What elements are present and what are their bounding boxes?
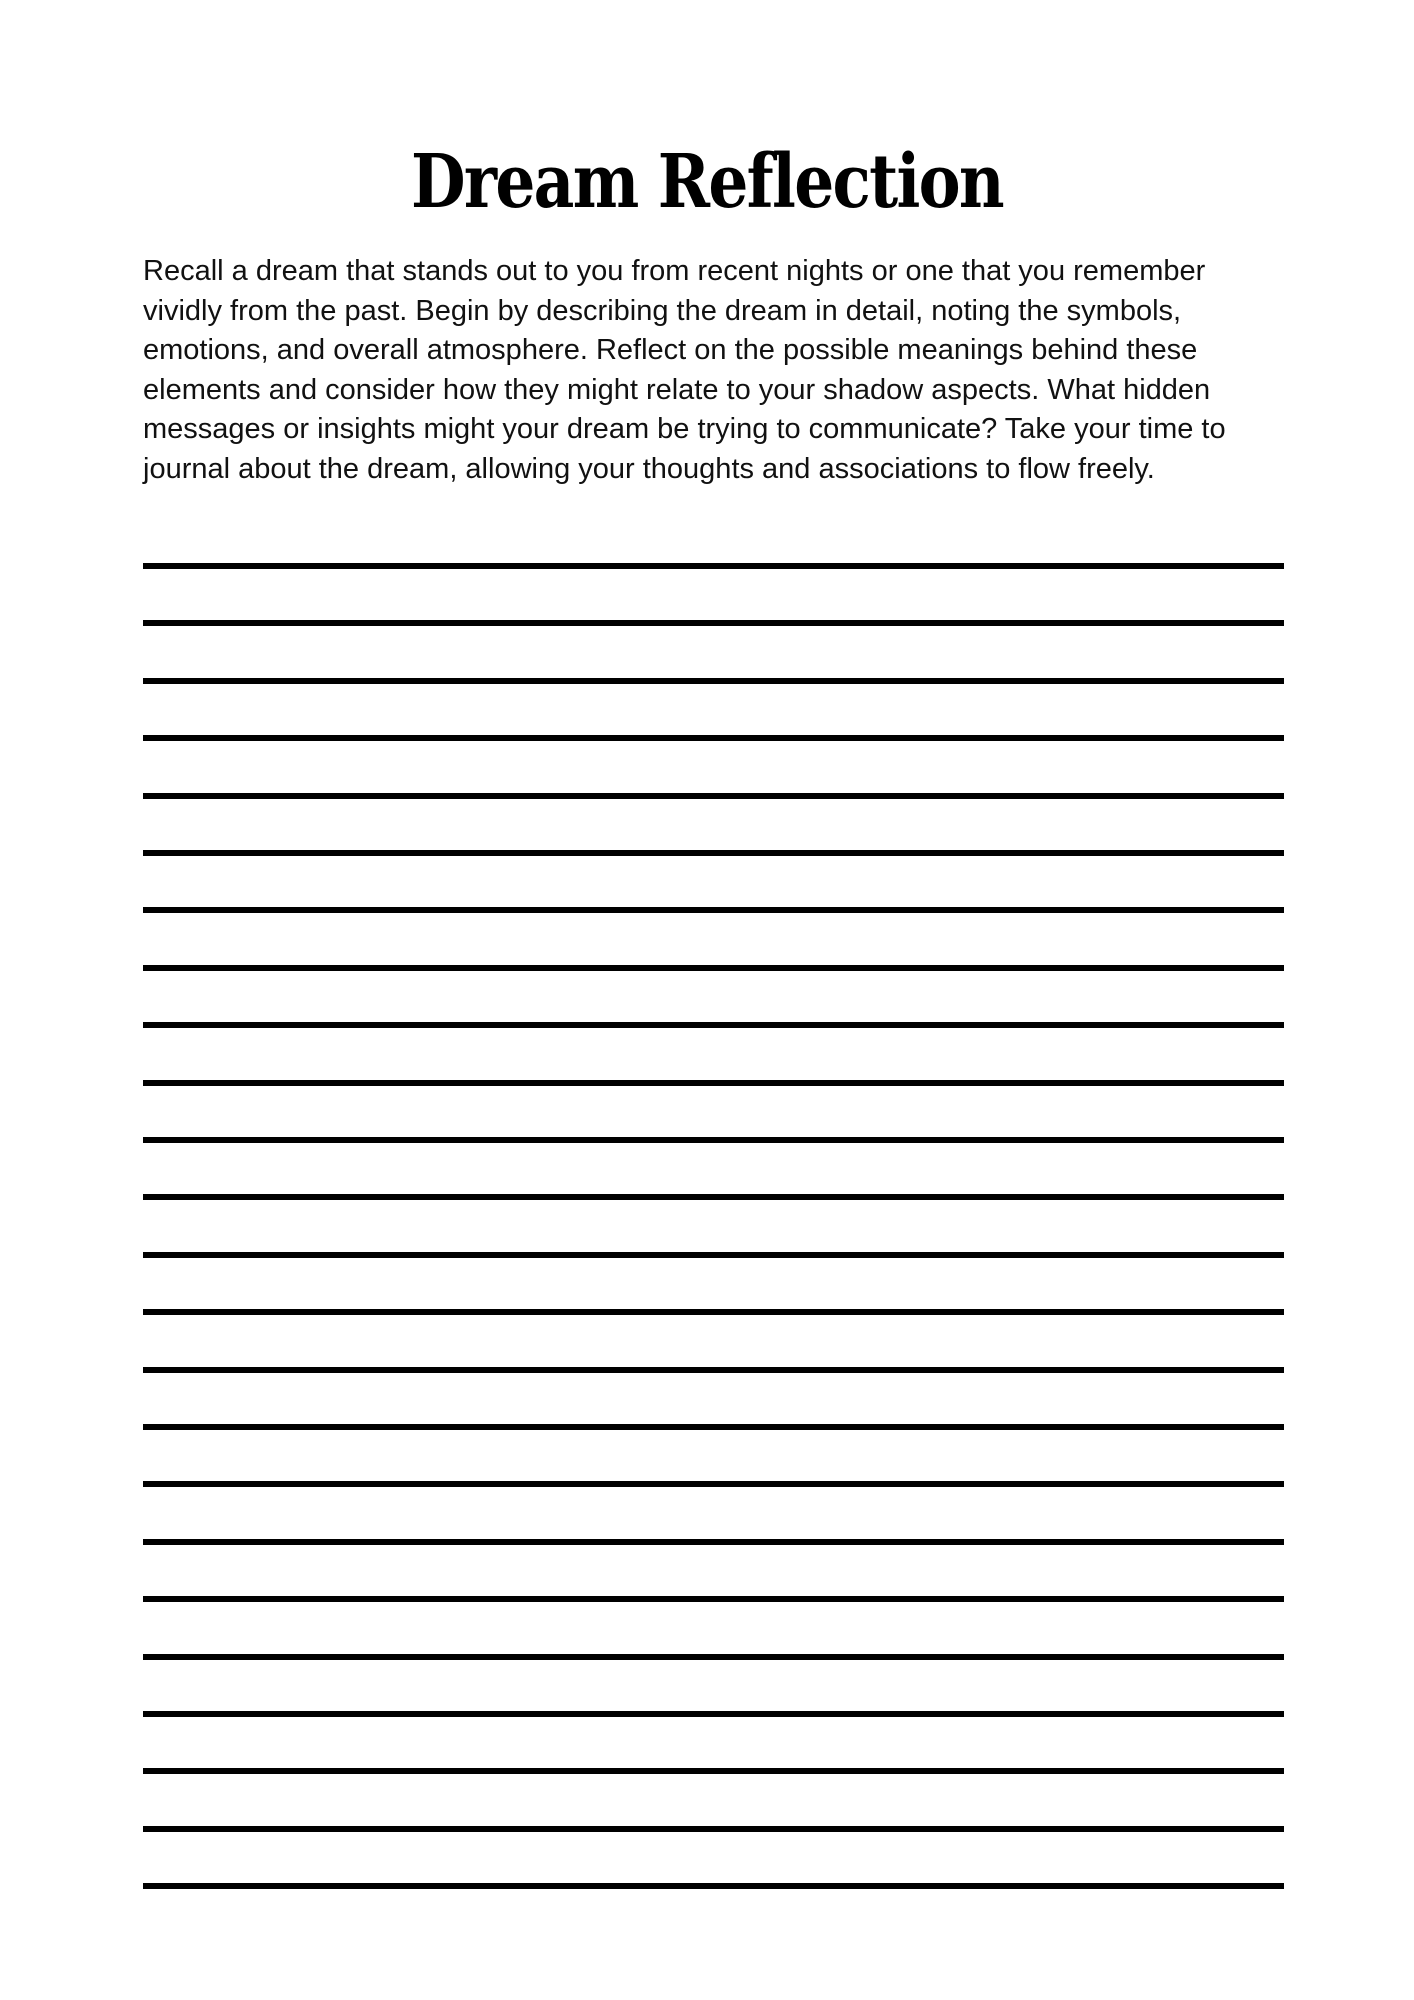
prompt-line: journal about the dream, allowing your thoughts and associations to flow freely.	[143, 452, 1155, 485]
writing-line	[143, 1022, 1284, 1028]
prompt-line: vividly from the past. Begin by describing the dream in detail, noting the symbols,	[143, 294, 1182, 327]
writing-line	[143, 1711, 1284, 1717]
writing-line	[143, 1883, 1284, 1889]
writing-line	[143, 1309, 1284, 1315]
prompt-paragraph	[143, 252, 1303, 490]
prompt-line: Recall a dream that stands out to you from recent nights or one that you remember	[143, 255, 1206, 287]
writing-line	[143, 678, 1284, 684]
writing-line	[143, 1596, 1284, 1602]
writing-line	[143, 1539, 1284, 1545]
writing-line	[143, 1424, 1284, 1430]
writing-line	[143, 1080, 1284, 1086]
writing-line	[143, 1826, 1284, 1832]
writing-line	[143, 1367, 1284, 1373]
prompt-line: emotions, and overall atmosphere. Reflect on the possible meanings behind these	[143, 334, 1198, 367]
writing-line	[143, 620, 1284, 626]
prompt-line: elements and consider how they might relate to your shadow aspects. What hidden	[143, 373, 1211, 406]
writing-line	[143, 735, 1284, 741]
prompt-line: messages or insights might your dream be trying to communicate? Take your time to	[143, 413, 1226, 446]
writing-line	[143, 1654, 1284, 1660]
writing-line	[143, 1252, 1284, 1258]
writing-line	[143, 1194, 1284, 1200]
writing-line	[143, 1137, 1284, 1143]
writing-line	[143, 965, 1284, 971]
writing-line	[143, 563, 1284, 569]
writing-line	[143, 793, 1284, 799]
writing-line	[143, 1768, 1284, 1774]
writing-line	[143, 1481, 1284, 1487]
writing-line	[143, 850, 1284, 856]
writing-line	[143, 907, 1284, 913]
page-title: Dream Reflection	[411, 139, 1003, 225]
